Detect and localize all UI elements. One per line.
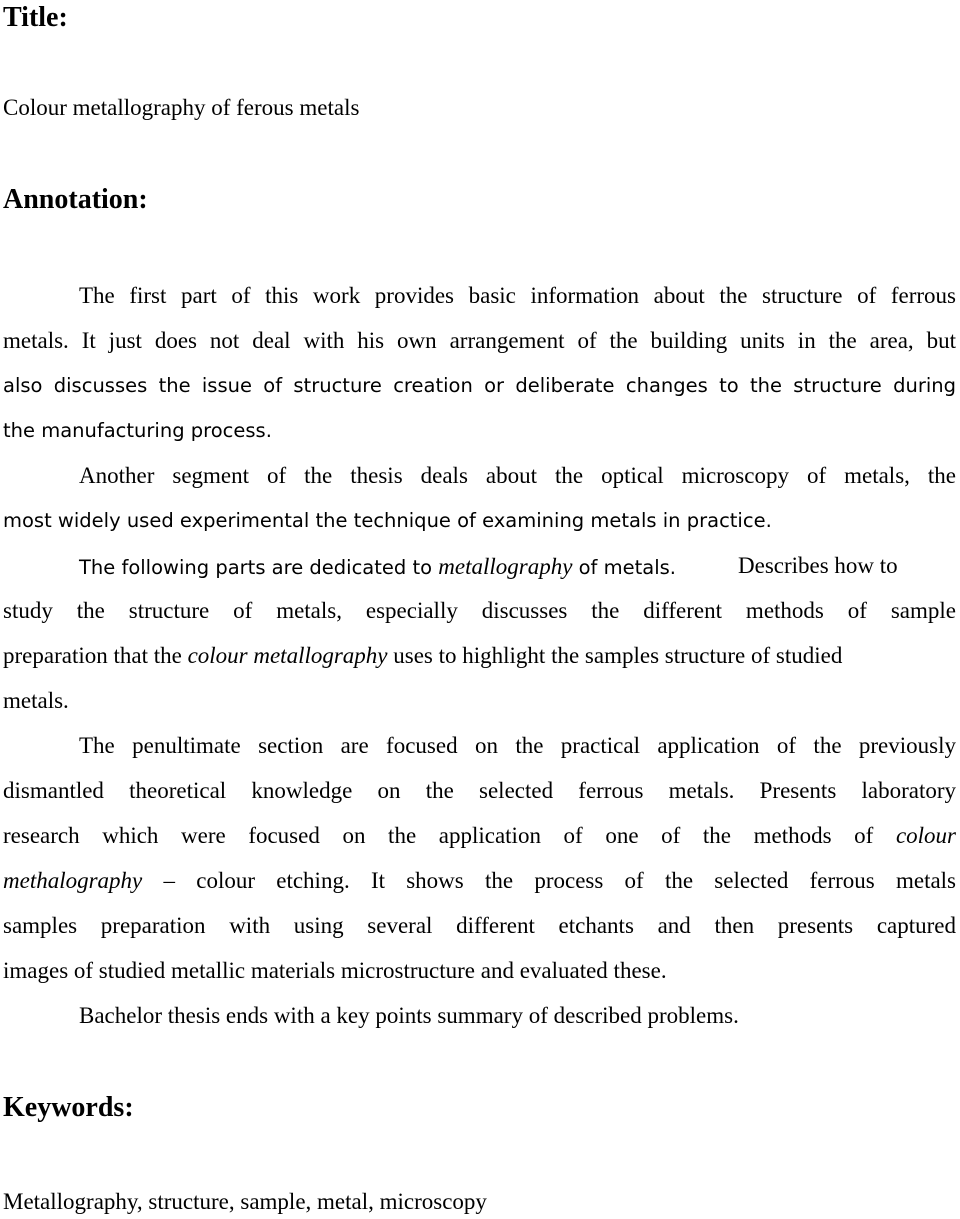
annotation-p3-line2: study the structure of metals, especially discusses the different methods of sample xyxy=(3,598,956,623)
annotation-p4-line6: images of studied metallic materials microstructure and evaluated these. xyxy=(3,958,667,983)
annotation-heading: Annotation: xyxy=(3,184,148,215)
p3-emphasis: metallography xyxy=(438,554,573,579)
p3-text: of metals. xyxy=(578,556,676,579)
annotation-p4-line1: The penultimate section are focused on the practical application of the previously xyxy=(79,733,956,758)
annotation-p2-line2: most widely used experimental the technique of examining metals in practice. xyxy=(3,509,772,532)
annotation-p3-line4: metals. xyxy=(3,688,69,713)
title-text: Colour metallography of ferous metals xyxy=(3,95,360,120)
annotation-p1-line3: also discusses the issue of structure creation or deliberate changes to the structure during xyxy=(3,374,956,397)
annotation-p1-line4: the manufacturing process. xyxy=(3,419,272,442)
annotation-p3-line3 xyxy=(3,643,842,669)
annotation-p4-line2: dismantled theoretical knowledge on the selected ferrous metals. Presents laboratory xyxy=(3,778,956,803)
keywords-heading: Keywords: xyxy=(3,1092,134,1123)
annotation-p1-line1: The first part of this work provides basic information about the structure of ferrous xyxy=(79,283,956,308)
p4-emphasis: methalography xyxy=(3,868,143,893)
keywords-text: Metallography, structure, sample, metal, microscopy xyxy=(3,1189,487,1214)
p3-text: uses to highlight the samples structure of studied xyxy=(393,643,843,668)
p3-text: preparation that the xyxy=(3,643,182,668)
annotation-p4-line4 xyxy=(3,868,956,894)
annotation-p4-line5: samples preparation with using several different etchants and then presents captured xyxy=(3,913,956,938)
annotation-p3-line1-part1 xyxy=(79,554,676,580)
p3-text: The following parts are dedicated to xyxy=(79,556,433,579)
title-heading: Title: xyxy=(3,2,68,33)
p4-text: research which were focused on the application of one of the methods of xyxy=(3,823,874,848)
annotation-p2-line1: Another segment of the thesis deals about the optical microscopy of metals, the xyxy=(79,463,956,488)
annotation-p3-line1-part2: Describes how to xyxy=(738,553,898,578)
p3-emphasis: colour metallography xyxy=(187,643,388,668)
p4-text: – colour etching. It shows the process of the selected ferrous metals xyxy=(163,868,957,893)
p4-emphasis: colour xyxy=(895,823,956,848)
annotation-p1-line2: metals. It just does not deal with his own arrangement of the building units in the area, but xyxy=(3,328,956,353)
annotation-p4-line3 xyxy=(3,823,956,849)
annotation-p5-line1: Bachelor thesis ends with a key points summary of described problems. xyxy=(79,1003,739,1028)
